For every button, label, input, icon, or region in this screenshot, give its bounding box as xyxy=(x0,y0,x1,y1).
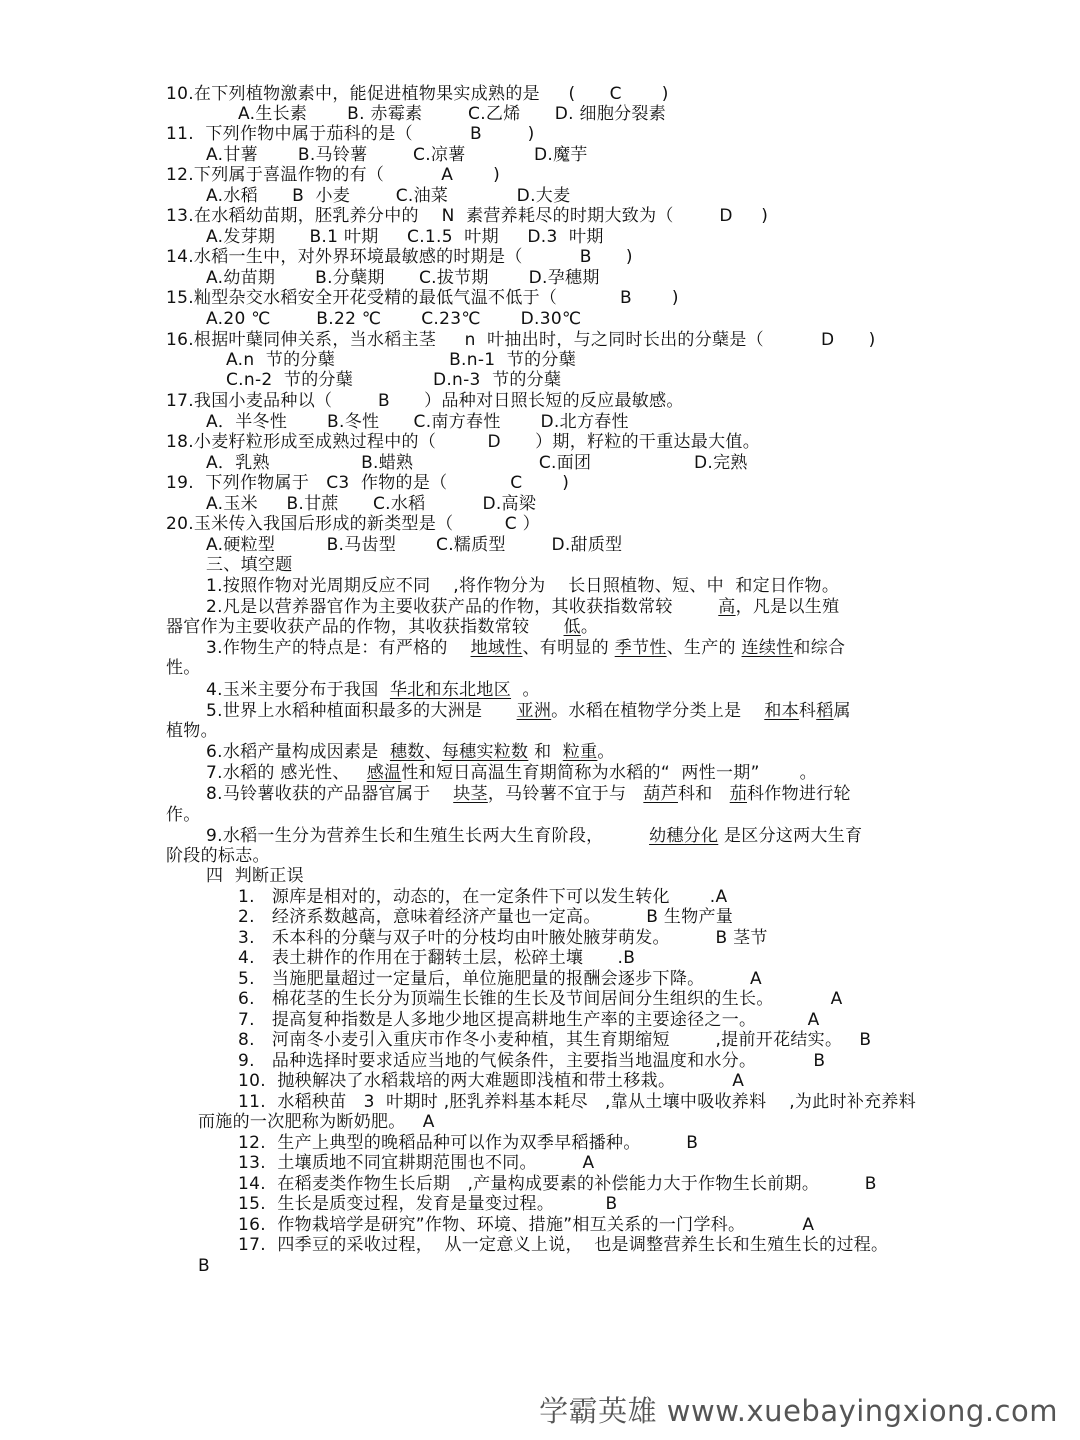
question-13: 13.在水稻幼苗期，胚乳养分中的 N 素营养耗尽的时期大致为（ D ) xyxy=(166,206,769,226)
judge-item-10: 10. 抛秧解决了水稻栽培的两大难题即浅植和带土移栽。 A xyxy=(238,1071,745,1091)
question-14-options: A.幼苗期 B.分蘖期 C.拔节期 D.孕穗期 xyxy=(206,268,600,288)
judge-item-7: 7. 提高复种指数是人多地少地区提高耕地生产率的主要途径之一。 A xyxy=(238,1010,820,1030)
fill-item-7: 7.水稻的 感光性、 感温性和短日高温生育期简称为水稻的“ 两性一期” 。 xyxy=(206,763,817,783)
fill-item-3-cont: 性。 xyxy=(166,658,201,678)
question-19-options: A.玉米 B.甘蔗 C.水稻 D.高梁 xyxy=(206,494,537,514)
question-20: 20.玉米传入我国后形成的新类型是（ C ） xyxy=(166,514,540,534)
question-15: 15.籼型杂交水稻安全开花受精的最低气温不低于（ B ) xyxy=(166,288,679,308)
judge-item-16: 16. 作物栽培学是研究”作物、环境、措施”相互关系的一门学科。 A xyxy=(238,1215,815,1235)
fill-item-5: 5.世界上水稻种植面积最多的大洲是 亚洲。水稻在植物学分类上是 和本科稻属 xyxy=(206,701,851,721)
judge-item-11: 11. 水稻秧苗 3 叶期时 ,胚乳养料基本耗尽 ,靠从土壤中吸收养料 ,为此时补充养料 xyxy=(238,1092,917,1112)
judge-item-9: 9. 品种选择时要求适应当地的气候条件，主要指当地温度和水分。 B xyxy=(238,1051,826,1071)
judge-item-4: 4. 表土耕作的作用在于翻转土层，松碎土壤 .B xyxy=(238,948,636,968)
judge-item-11-cont: 而施的一次肥称为断奶肥。 A xyxy=(198,1112,435,1132)
judge-item-8: 8. 河南冬小麦引入重庆市作冬小麦种植，其生育期缩短 ,提前开花结实。 B xyxy=(238,1030,872,1050)
question-16-options: A.n 节的分蘖 B.n-1 节的分蘖 xyxy=(226,350,576,370)
fill-section-title: 三、填空题 xyxy=(206,555,293,575)
judge-item-2: 2. 经济系数越高，意味着经济产量也一定高。 B 生物产量 xyxy=(238,907,734,927)
fill-item-5-cont: 植物。 xyxy=(166,721,218,741)
judge-item-15: 15. 生长是质变过程，发育是量变过程。 B xyxy=(238,1194,618,1214)
judge-item-1: 1. 源库是相对的，动态的，在一定条件下可以发生转化 .A xyxy=(238,887,728,907)
question-10-options: A.生长素 B. 赤霉素 C.乙烯 D. 细胞分裂素 xyxy=(238,104,667,124)
fill-item-2-cont: 器官作为主要收获产品的作物，其收获指数常较 低。 xyxy=(166,617,599,637)
question-14: 14.水稻一生中，对外界环境最敏感的时期是（ B ) xyxy=(166,247,633,267)
fill-item-8: 8.马铃薯收获的产品器官属于 块茎，马铃薯不宜于与 葫芦科和 茄科作物进行轮 xyxy=(206,784,851,804)
fill-item-8-cont: 作。 xyxy=(166,805,201,825)
judge-section-title: 四 判断正误 xyxy=(206,866,304,886)
question-12-options: A.水稻 B 小麦 C.油菜 D.大麦 xyxy=(206,186,571,206)
judge-item-17-answer: B xyxy=(198,1256,210,1276)
question-19: 19. 下列作物属于 C3 作物的是（ C ) xyxy=(166,473,570,493)
question-11-options: A.甘薯 B.马铃薯 C.凉薯 D.魔芋 xyxy=(206,145,588,165)
fill-item-6: 6.水稻产量构成因素是 穗数、每穗实粒数 和 粒重。 xyxy=(206,742,615,762)
question-10: 10.在下列植物激素中，能促进植物果实成熟的是 ( C ) xyxy=(166,84,669,104)
fill-item-2: 2.凡是以营养器官作为主要收获产品的作物，其收获指数常较 高，凡是以生殖 xyxy=(206,597,840,617)
watermark: 学霸英雄 www.xuebayingxiong.com xyxy=(539,1394,1058,1428)
judge-item-14: 14. 在稻麦类作物生长后期 ,产量构成要素的补偿能力大于作物生长前期。 B xyxy=(238,1174,877,1194)
question-11: 11. 下列作物中属于茄科的是（ B ) xyxy=(166,124,535,144)
question-17: 17.我国小麦品种以（ B ）品种对日照长短的反应最敏感。 xyxy=(166,391,684,411)
judge-item-5: 5. 当施肥量超过一定量后，单位施肥量的报酬会逐步下降。 A xyxy=(238,969,762,989)
question-13-options: A.发芽期 B.1 叶期 C.1.5 叶期 D.3 叶期 xyxy=(206,227,604,247)
judge-item-13: 13. 土壤质地不同宜耕期范围也不同。 A xyxy=(238,1153,595,1173)
question-15-options: A.20 ℃ B.22 ℃ C.23℃ D.30℃ xyxy=(206,309,582,329)
fill-item-4: 4.玉米主要分布于我国 华北和东北地区 。 xyxy=(206,680,540,700)
fill-item-9-cont: 阶段的标志。 xyxy=(166,846,270,866)
question-12: 12.下列属于喜温作物的有（ A ) xyxy=(166,165,501,185)
question-20-options: A.硬粒型 B.马齿型 C.糯质型 D.甜质型 xyxy=(206,535,623,555)
judge-item-12: 12. 生产上典型的晚稻品种可以作为双季早稻播种。 B xyxy=(238,1133,699,1153)
judge-item-17: 17. 四季豆的采收过程， 从一定意义上说， 也是调整营养生长和生殖生长的过程。 xyxy=(238,1235,889,1255)
fill-item-3: 3.作物生产的特点是：有严格的 地域性、有明显的 季节性、生产的 连续性和综合 xyxy=(206,638,846,658)
question-18: 18.小麦籽粒形成至成熟过程中的（ D ）期，籽粒的干重达最大值。 xyxy=(166,432,760,452)
judge-item-6: 6. 棉花茎的生长分为顶端生长锥的生长及节间居间分生组织的生长。 A xyxy=(238,989,843,1009)
judge-item-3: 3. 禾本科的分蘖与双子叶的分枝均由叶腋处腋芽萌发。 B 茎节 xyxy=(238,928,768,948)
fill-item-1: 1.按照作物对光周期反应不同 ,将作物分为 长日照植物、短、中 和定日作物。 xyxy=(206,576,840,596)
question-16: 16.根据叶蘖同伸关系，当水稻主茎 n 叶抽出时，与之同时长出的分蘖是（ D ) xyxy=(166,330,876,350)
question-17-options: A．半冬性 B.冬性 C.南方春性 D.北方春性 xyxy=(206,412,629,432)
question-16-options-2: C.n-2 节的分蘖 D.n-3 节的分蘖 xyxy=(226,370,562,390)
question-18-options: A．乳熟 B.蜡熟 C.面团 D.完熟 xyxy=(206,453,748,473)
fill-item-9: 9.水稻一生分为营养生长和生殖生长两大生育阶段， 幼穗分化 是区分这两大生育 xyxy=(206,826,863,846)
